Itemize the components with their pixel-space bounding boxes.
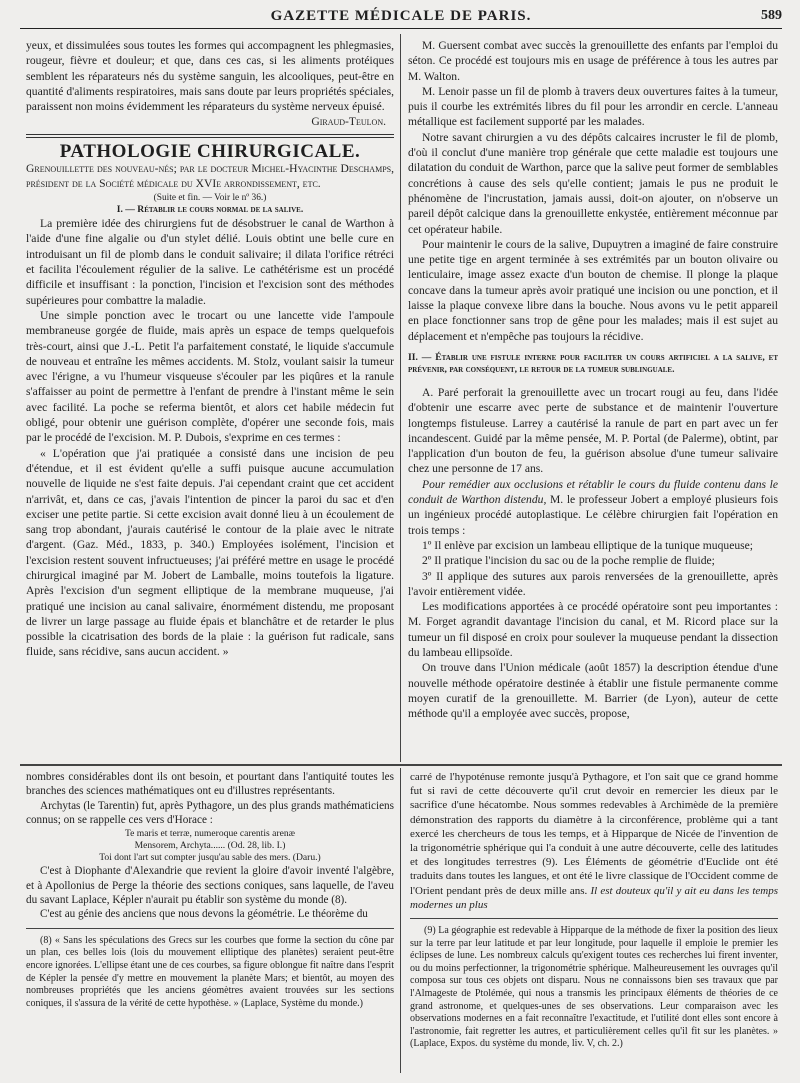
body-paragraph: A. Paré perforait la grenouillette avec un trocart rougi au feu, dans l'idée d'obtenir une escarre avec perte de substance et de maintenir l'ouverture longtemps fistuleuse. Larrey a cautérisé la ranule de part en part avec un fer incandescent. Guidé par la même pensée, M. P. Portal (de Palerme), obtint, par l'application d'un bouton de feu, la guérison absolue d'une tumeur salivaire chez une personne de 17 ans. bbox=[408, 385, 778, 476]
subsection-heading: I. — Rétablir le cours normal de la salive. bbox=[116, 203, 304, 215]
intro-paragraph: yeux, et dissimulées sous toutes les formes qui accompagnent les phlegmasies, rougeur, fièvre et douleur; et que, dans ces cas, si les aliments protéiques semblent les réparateurs nés du système sanguin, les alcooliques, peut-être en quantité d'aliments respiratoires, mais sans doute par leurs propriétés spéciales, paraissent non moins évidemment les réparateurs du système nerveux épuisé. bbox=[26, 39, 394, 114]
article-heading: Grenouillette des nouveau-nés; par le docteur Michel-Hyacinthe Deschamps, président de la Société médicale du XVIe arrondissement, etc. bbox=[26, 162, 394, 191]
step-item: 2º Il pratique l'incision du sac ou de la poche remplie de fluide; bbox=[422, 554, 715, 568]
verse-line: Mensorem, Archyta...... (Od. 28, lib. I.) bbox=[134, 839, 286, 851]
feuilleton-paragraph: C'est à Diophante d'Alexandrie que revient la gloire d'avoir inventé l'algèbre, et à Apollonius de Perge la théorie des sections coniques, sans laquelle, de l'aveu du savant Laplace, Képler n'aurait pu établir son système du monde (8). bbox=[26, 865, 394, 907]
body-paragraph: Une simple ponction avec le trocart ou une lancette vide l'ampoule membraneuse gorgée de fluide, mais après un espace de temps quelquefois très-court, ainsi que J.-L. Petit l'a parfaitement constaté, le liquide s'accumule de nouveau et entraîne les mêmes accidents. M. Stolz, voulant saisir la tumeur avec l'érigne, a vu l'humeur visqueuse s'écouler par les piqûres et la ranule s'affaisser au point de permettre à l'enfant de prendre à l'instant même le sein avec facilité. La poche se referma bientôt, et alors cet habile médecin fut obligé, pour obtenir une guérison complète, d'opérer une seconde fois, mais par le procédé de l'excision. M. P. Dubois, s'exprime en ces termes : bbox=[26, 308, 394, 445]
step-item: 3º Il applique des sutures aux parois renversées de la grenouillette, après l'avoir entièrement vidée. bbox=[408, 569, 778, 598]
feuilleton-paragraph: C'est au génie des anciens que nous devons la géométrie. Le théorème du bbox=[40, 908, 368, 921]
section-title: PATHOLOGIE CHIRURGICALE. bbox=[59, 140, 361, 162]
body-paragraph: Notre savant chirurgien a vu des dépôts calcaires incruster le fil de plomb, d'où il conclut d'une manière trop générale que cette maladie est toujours une dilatation du conduit de Warthon, parce que la salive peut former de semblables concrétions à cause des sels qu'elle contient; jamais le pus ne produit le phénomène de l'incrustation, jamais aussi, doit-on ajouter, on n'observe un pareil dépôt calcique dans la grenouillette enkystée, entièrement méconnue par cet opérateur habile. bbox=[408, 130, 778, 236]
left-column bbox=[26, 38, 394, 760]
feuilleton-text: carré de l'hypoténuse remonte jusqu'à Pythagore, et l'on sait que ce grand homme fut si ravi de cette découverte qu'il crut devoir en remercier les dieux par le sacrifice d'une hécatombe. Nous sommes redevables à Archimède de la première démonstration des rapports du diamètre à la circonférence, problème qui a tant exercé les chercheurs de tous les temps, et à Hipparque de Nicée de l'invention de la trigonométrie sphérique qui l'a conduit à une autre découverte, celle des latitudes et des longitudes terrestres (9). Les Éléments de géométrie d'Euclide ont été traduits dans toutes les langues, et ont été le livre classique de l'Occident comme de l'Orient pendant près de deux mille ans. bbox=[410, 771, 778, 897]
footnote: (9) La géographie est redevable à Hipparque de la méthode de fixer la position des lieux sur la terre par leur latitude et par leur longitude, pour laquelle il emploie le premier les éclipses de lune. Les nombreux calculs qu'exigent toutes ces recherches lui firent inventer, ou du moins perfectionner, la trigonométrie sphérique. Malheureusement les ouvrages qu'il composa sur tous ces objets ont disparu. Nous ne connaissons bien ses travaux que par l'Almageste de Ptolémée, qui nous a transmis les principaux éléments de théories de ce grand astronome, et quelques-unes de ses observations. Leur comparaison avec les observations modernes en a fait reconnaître l'exactitude, et l'utilité dont elles sont encore à l'astronomie, fait regretter les autres, et particulièrement celles qu'il fit sur les planètes. » (Laplace, Expos. du système du monde, liv. V, ch. 2.) bbox=[410, 925, 778, 1050]
page-header bbox=[20, 6, 782, 29]
body-paragraph: M. Lenoir passe un fil de plomb à travers deux ouvertures faites à la tumeur, puis il courbe les extrémités libres du fil pour les arrondir en cercle. L'anneau métallique est facilement supporté par les malades. bbox=[408, 84, 778, 129]
continuation-note: (Suite et fin. — Voir le nº 36.) bbox=[153, 192, 267, 203]
body-paragraph: « L'opération que j'ai pratiquée a consisté dans une incision de peu d'étendue, et il est évident qu'elle a suffi puisque aucune accumulation nouvelle de liquide ne s'est faite depuis. J'ai cependant craint que cet accident n'arrivât, et, dans ce cas, j'avais l'intention de pincer la paroi du sac et d'en exciser une petite partie. Si cette excision avait donné lieu à un écoulement de sang trop abondant, j'aurais cautérisé le contour de la plaie avec le nitrate d'argent. (Gaz. Méd., 1833, p. 340.) Employées isolément, l'incision et l'excision restent souvent infructueuses; j'ai préféré mettre en usage le procédé chirurgical imaginé par M. Jobert de Lamballe, moins toutefois la ligature. Après l'excision d'un segment elliptique de la membrane muqueuse, j'ai pratiqué une incision au canal salivaire, énormément distendu, me proposant de livrer un large passage au fluide épais et blanchâtre et de retarder le plus possible la cicatrisation des bords de la plaie : la guérison fut radicale, sans fluide, sans récidive, sans aucun accident. » bbox=[26, 446, 394, 659]
author-signature: Giraud-Teulon. bbox=[311, 115, 386, 129]
step-item: 1º Il enlève par excision un lambeau elliptique de la tunique muqueuse; bbox=[422, 538, 754, 552]
footnote-rule bbox=[26, 928, 394, 929]
body-paragraph bbox=[408, 477, 778, 538]
body-paragraph: M. Guersent combat avec succès la grenouillette des enfants par l'emploi du séton. Ce procédé est toujours mis en usage de préférence à tous les autres par M. Walton. bbox=[408, 39, 778, 83]
feuilleton-paragraph: nombres considérables dont ils ont besoin, et pourtant dans l'antiquité toutes les branches des sciences mathématiques ont eu d'illustres représentants. bbox=[26, 771, 394, 798]
footnote-rule bbox=[410, 918, 778, 919]
feuilleton-separator bbox=[20, 764, 782, 766]
journal-title: GAZETTE MÉDICALE DE PARIS. bbox=[270, 8, 532, 24]
paragraph-rest: M. le professeur Jobert a employé plusieurs fois un ingénieux procédé autoplastique. Le célèbre chirurgien fait l'opération en trois temps : bbox=[408, 493, 778, 537]
page-number: 589 bbox=[761, 8, 782, 23]
subsection-heading: II. — Établir une fistule interne pour faciliter un cours artificiel a la salive, et prévenir, par conséquent, le retour de la tumeur sublinguale. bbox=[408, 351, 778, 376]
verse-translation: Toi dont l'art sut compter jusqu'au sable des mers. (Daru.) bbox=[99, 852, 321, 864]
body-paragraph: On trouve dans l'Union médicale (août 1857) la description étendue d'une nouvelle méthode opératoire destinée à établir une fistule permanente comme moyen curatif de la grenouillette. M. Barrier (de Lyon), auteur de cette méthode qu'il a employée avec succès, propose, bbox=[408, 661, 778, 721]
right-column bbox=[408, 38, 778, 760]
feuilleton-italic: Il est douteux qu'il y ait eu dans les temps modernes un plus bbox=[410, 884, 779, 911]
feuilleton-paragraph bbox=[410, 770, 778, 912]
verse-line: Te maris et terræ, numeroque carentis arenæ bbox=[124, 827, 296, 839]
feuilleton-paragraph: Archytas (le Tarentin) fut, après Pythagore, un des plus grands mathématiciens connus; on se rappelle ces vers d'Horace : bbox=[26, 799, 394, 827]
section-separator bbox=[26, 134, 394, 138]
italic-lead: Pour remédier aux occlusions et rétablir le cours du fluide contenu dans le conduit de Warthon distendu, bbox=[408, 477, 778, 507]
body-paragraph: Pour maintenir le cours de la salive, Dupuytren a imaginé de faire construire une petite tige en argent terminée à ses extrémités par un bouton olivaire ou lenticulaire, image assez exacte d'un bouton de chemise. Il plonge la plaque concave dans la tumeur après avoir pratiqué une incision ou une ponction, et il laisse la plaque convexe libre dans la bouche. Nous avons vu le petit appareil en place fonctionner sans trop de gêne pour les malades; mais il est sujet au déplacement et n'empêche pas toujours la récidive. bbox=[408, 237, 778, 343]
feuilleton-right bbox=[410, 770, 778, 1070]
column-divider-bottom bbox=[400, 768, 401, 1073]
column-divider bbox=[400, 34, 401, 762]
body-paragraph: La première idée des chirurgiens fut de désobstruer le canal de Warthon à l'aide d'une fine algalie ou d'un stylet délié. Louis obtint une belle cure en introduisant un fil de plomb dans le conduit salivaire; il dilata l'orifice rétréci et facilita l'écoulement régulier de la salive. Le cathétérisme est un procédé difficile et insuffisant : la ponction, l'incision et l'excision sont des méthodes supérieures pour combattre la maladie. bbox=[26, 217, 394, 307]
body-paragraph: Les modifications apportées à ce procédé opératoire sont peu importantes : M. Forget agrandit davantage l'incision du canal, et M. Ricord place sur la tumeur un fil disposé en croix pour soulever la muqueuse pendant la dissection du lambeau ellipsoïde. bbox=[408, 600, 778, 659]
footnote: (8) « Sans les spéculations des Grecs sur les courbes que forme la section du cône par un plan, ces belles lois (lois du mouvement elliptique des planètes) seraient peut-être encore ignorées. L'ellipse étant une de ces courbes, sa figure oblongue fit naître dans l'esprit de Képler la pensée d'y mettre en mouvement la planète Mars; et bientôt, au moyen des nombreuses propriétés que les anciens géomètres avaient trouvées sur les sections coniques, il s'assura de la vérité de cette hypothèse. » (Laplace, Système du monde.) bbox=[26, 934, 394, 1009]
feuilleton-left bbox=[26, 770, 394, 1070]
